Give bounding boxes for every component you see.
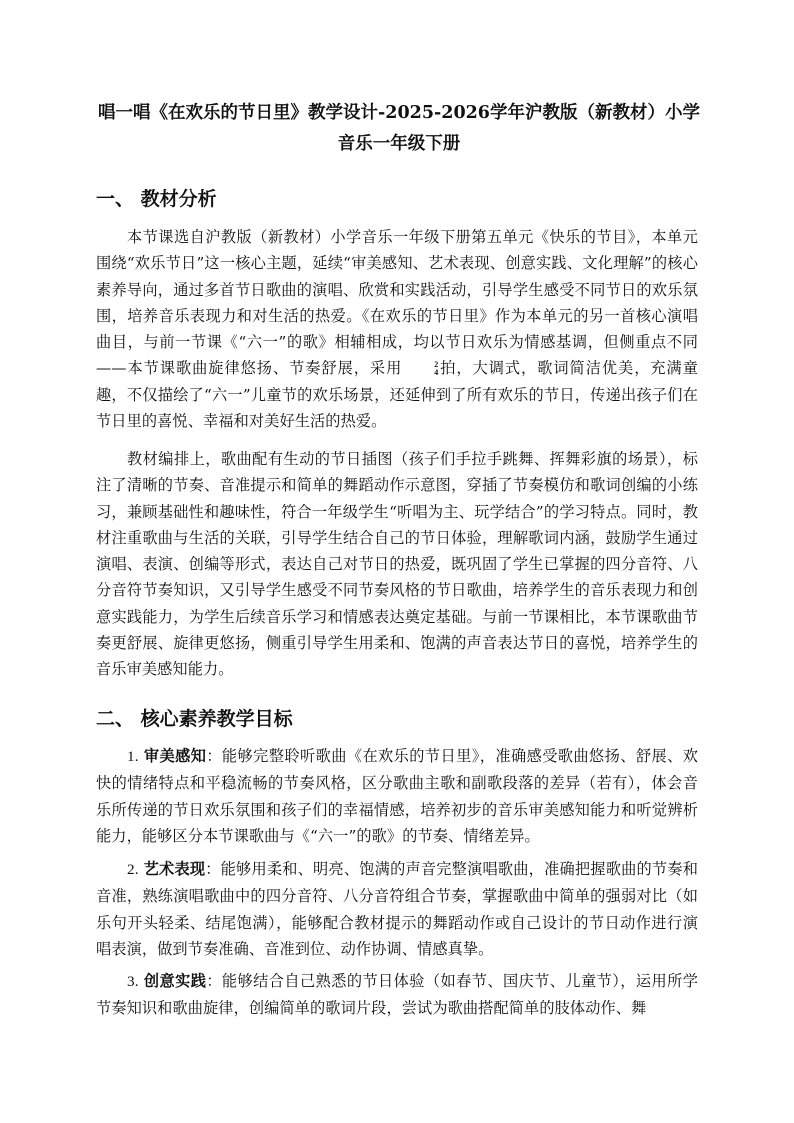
goal-item-creative <box>96 968 698 1022</box>
time-signature-fraction <box>403 361 438 377</box>
goal-keyword: 审美感知 <box>143 747 207 765</box>
goal-text: ：能够完整聆听歌曲《在欢乐的节日里》，准确感受歌曲悠扬、舒展、欢快的情绪特点和平稳流畅的节奏风格，区分歌曲主歌和副歌段落的差异（若有），体会音乐所传递的节日欢乐氛围和孩子们的幸福情感，培养初步的音乐审美感知能力和听觉辨析能力，能够区分本节课歌曲与《“六一”的歌》的节奏、情绪差异。 <box>96 747 698 845</box>
analysis-paragraph-2: 教材编排上，歌曲配有生动的节日插图（孩子们手拉手跳舞、挥舞彩旗的场景），标注了清晰的节奏、音准提示和简单的舞蹈动作示意图，穿插了节奏模仿和歌词创编的小练习，兼顾基础性和趣味性，符合一年级学生“听唱为主、玩学结合”的学习特点。同时，教材注重歌曲与生活的关联，引导学生结合自己的节日体验，理解歌词内涵，鼓励学生通过演唱、表演、创编等形式，表达自己对节日的热爱，既巩固了学生已掌握的四分音符、八分音符节奏知识，又引导学生感受不同节奏风格的节日歌曲，培养学生的音乐表现力和创意实践能力，为学生后续音乐学习和情感表达奠定基础。与前一节课相比，本节课歌曲节奏更舒展、旋律更悠扬，侧重引导学生用柔和、饱满的声音表达节日的喜悦，培养学生的音乐审美感知能力。 <box>96 450 698 679</box>
goal-item-aesthetic <box>96 743 698 849</box>
section-heading-goals: 二、 核心素养教学目标 <box>96 708 293 730</box>
document-title: 唱一唱《在欢乐的节日里》教学设计-2025-2026学年沪教版（新教材）小学音乐一年级下册 <box>98 103 700 154</box>
analysis-paragraph-1-text-cont: 拍，大调式，歌词简洁优美，充满童趣，不仅描绘了“六一”儿童节的欢乐场景，还延伸到了所有欢乐的节日，传递出孩子们在节日里的喜悦、幸福和对美好生活的热爱。 <box>96 359 698 431</box>
goal-number: 3. <box>127 973 139 990</box>
goal-text: ：能够结合自己熟悉的节日体验（如春节、国庆节、儿童节），运用所学节奏知识和歌曲旋律，创编简单的歌词片段，尝试为歌曲搭配简单的肢体动作、舞 <box>96 972 698 1018</box>
fraction-denominator: 4 <box>434 368 439 378</box>
section-heading-analysis: 一、 教材分析 <box>96 188 217 210</box>
goal-item-performance <box>96 856 698 962</box>
goal-text: ：能够用柔和、明亮、饱满的声音完整演唱歌曲，准确把握歌曲的节奏和音准，熟练演唱歌曲中的四分音符、八分音符组合节奏，掌握歌曲中简单的强弱对比（如乐句开头轻柔、结尾饱满），能够配合教材提示的舞蹈动作或自己设计的节日动作进行演唱表演，做到节奏准确、音准到位、动作协调、情感真挚。 <box>96 860 698 958</box>
goal-number: 2. <box>127 861 139 878</box>
goal-number: 1. <box>127 748 139 765</box>
goal-keyword: 艺术表现 <box>143 860 206 878</box>
analysis-paragraph-1 <box>96 224 698 434</box>
goal-keyword: 创意实践 <box>143 972 207 990</box>
fraction-numerator: 2 <box>434 360 439 370</box>
analysis-paragraph-1-text: 本节课选自沪教版（新教材）小学音乐一年级下册第五单元《快乐的节目》，本单元围绕“欢乐节日”这一核心主题，延续“审美感知、艺术表现、创意实践、文化理解”的核心素养导向，通过多首节日歌曲的演唱、欣赏和实践活动，引导学生感受不同节日的欢乐氛围，培养音乐表现力和对生活的热爱。《在欢乐的节日里》作为本单元的另一首核心演唱曲目，与前一节课《“六一”的歌》相辅相成，均以节日欢乐为情感基调，但侧重点不同——本节课歌曲旋律悠扬、节奏舒展，采用 <box>96 228 698 378</box>
